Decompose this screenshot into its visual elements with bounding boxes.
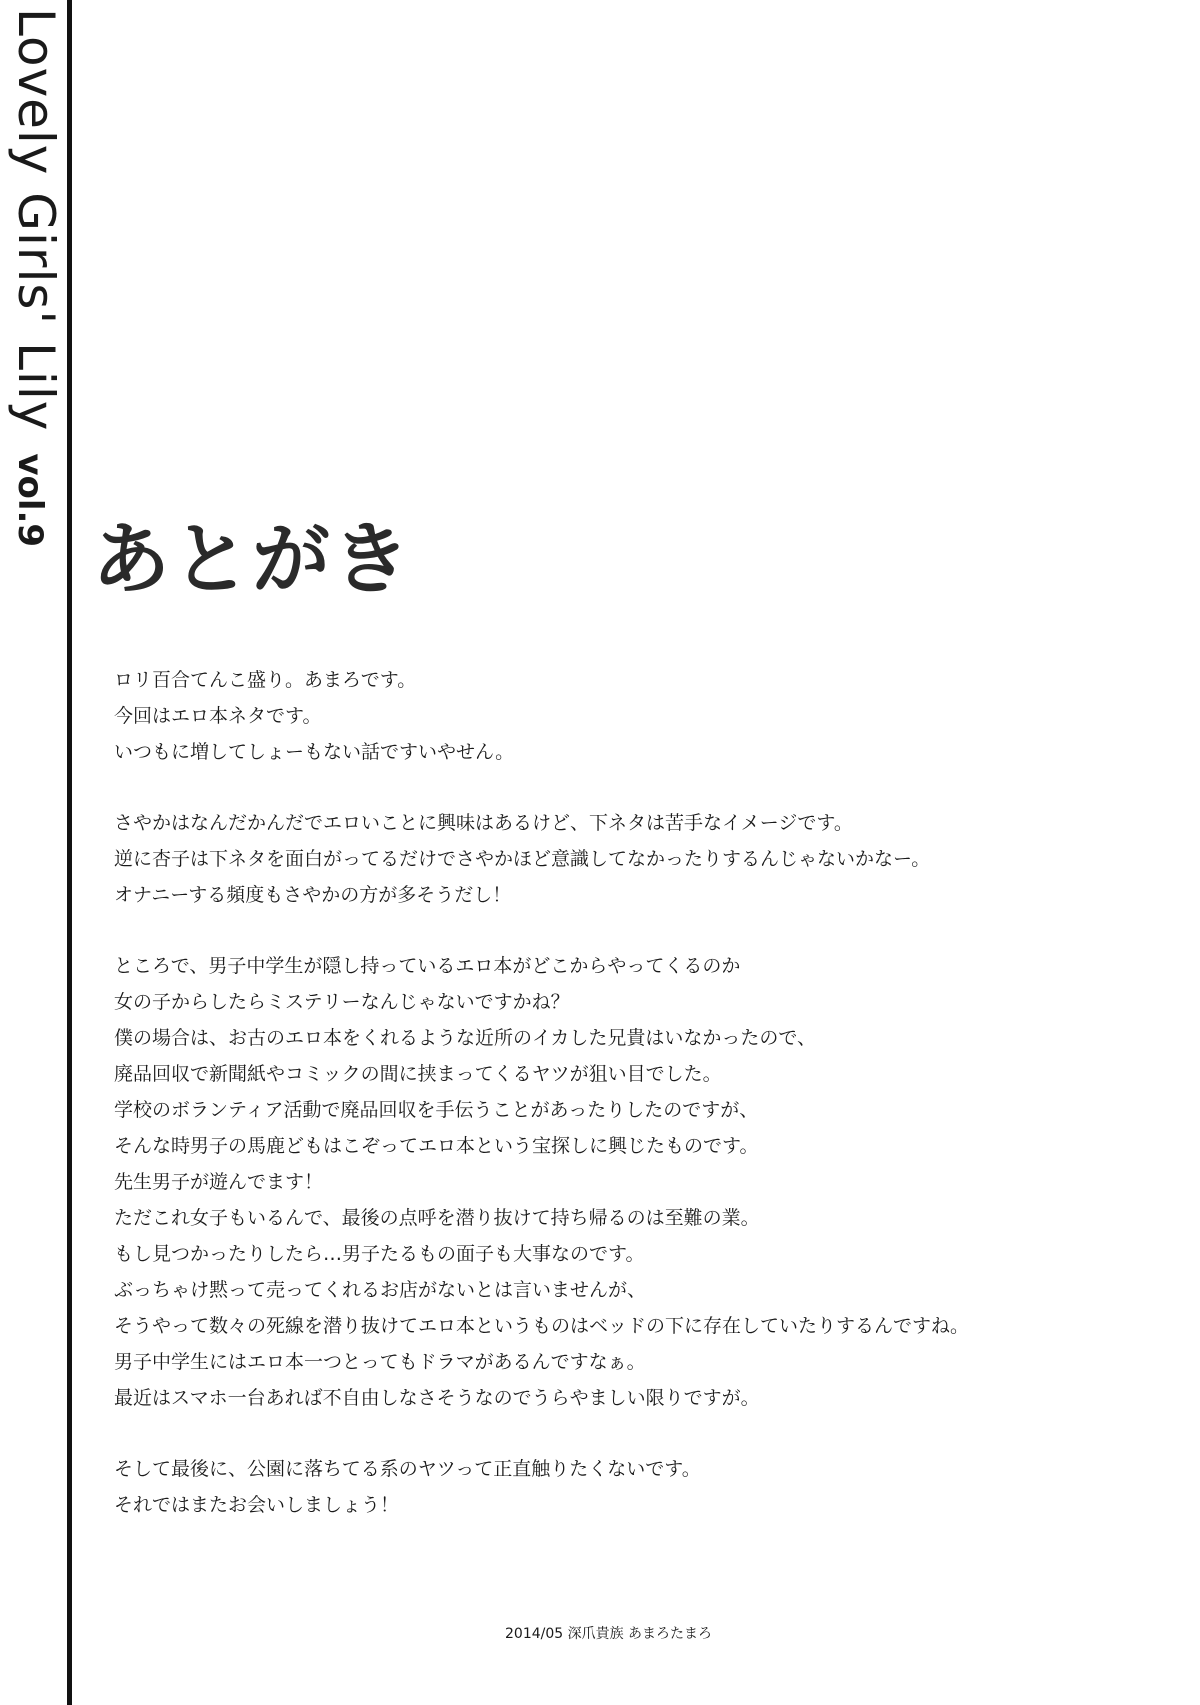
text-line: それではまたお会いしましょう！	[114, 1494, 400, 1516]
spine-title-rotated	[5, 8, 67, 547]
volume-label: vol.9	[10, 453, 50, 548]
text-line: 今回はエロ本ネタです。	[114, 705, 322, 727]
paragraph	[114, 662, 1114, 770]
text-line: もし見つかったりしたら…男子たるもの面子も大事なのです。	[114, 1243, 645, 1265]
text-line: そんな時男子の馬鹿どもはこぞってエロ本という宝探しに興じたものです。	[114, 1135, 759, 1157]
paragraph	[114, 1451, 1114, 1523]
text-line: ぶっちゃけ黙って売ってくれるお店がないとは言いませんが、	[114, 1279, 647, 1301]
text-line: 女の子からしたらミステリーなんじゃないですかね？	[114, 991, 570, 1013]
date-author-credit: 2014/05 深爪貴族 あまろたまろ	[505, 1626, 713, 1642]
text-line: 先生男子が遊んでます！	[114, 1171, 324, 1193]
text-line: さやかはなんだかんだでエロいことに興味はあるけど、下ネタは苦手なイメージです。	[114, 812, 853, 834]
spine-title	[5, 8, 65, 548]
text-line: そうやって数々の死線を潜り抜けてエロ本というものはベッドの下に存在していたりするんですね。	[114, 1315, 970, 1337]
paragraph	[114, 805, 1114, 913]
paragraph	[114, 948, 1114, 1416]
text-line: 最近はスマホ一台あれば不自由しなさそうなのでうらやましい限りですが。	[114, 1387, 760, 1409]
text-line: 男子中学生にはエロ本一つとってもドラマがあるんですなぁ。	[114, 1351, 646, 1373]
page-heading: あとがき	[92, 515, 413, 605]
text-line: いつもに増してしょーもない話ですいやせん。	[114, 741, 515, 763]
text-line: ただこれ女子もいるんで、最後の点呼を潜り抜けて持ち帰るのは至難の業。	[114, 1207, 760, 1229]
series-title: Lovely Girls' Lily	[7, 8, 65, 432]
text-line: 逆に杏子は下ネタを面白がってるだけでさやかほど意識してなかったりするんじゃないかなー。	[114, 848, 931, 870]
text-line: 学校のボランティア活動で廃品回収を手伝うことがあったりしたのですが、	[114, 1099, 759, 1121]
text-line: オナニーする頻度もさやかの方が多そうだし！	[114, 884, 512, 906]
text-line: ところで、男子中学生が隠し持っているエロ本がどこからやってくるのか	[114, 955, 741, 977]
text-line: 廃品回収で新聞紙やコミックの間に挟まってくるヤツが狙い目でした。	[114, 1063, 722, 1085]
afterword-body	[114, 662, 1114, 1558]
text-line: そして最後に、公園に落ちてる系のヤツって正直触りたくないです。	[114, 1458, 701, 1480]
text-line: ロリ百合てんこ盛り。あまろです。	[114, 669, 417, 691]
text-line: 僕の場合は、お古のエロ本をくれるような近所のイカした兄貴はいなかったので、	[114, 1027, 817, 1049]
spine-divider-line	[67, 0, 72, 1705]
